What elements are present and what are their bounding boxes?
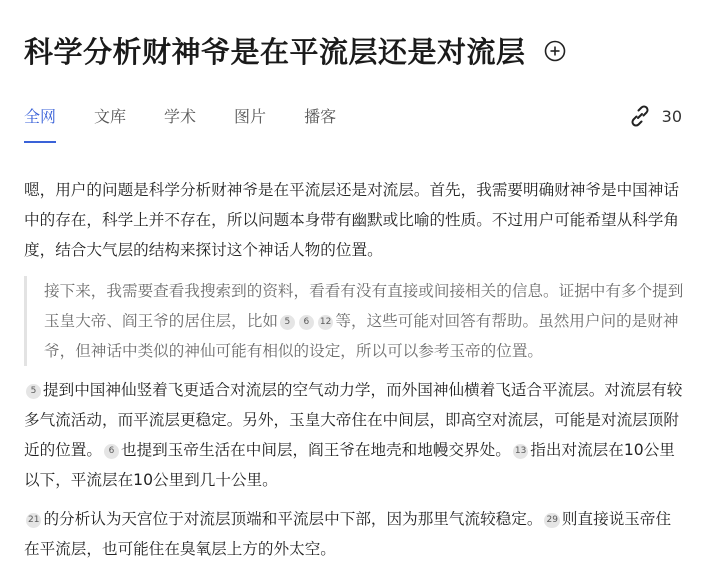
plus-circle-icon xyxy=(544,40,566,62)
citation-badge[interactable]: 6 xyxy=(104,444,119,459)
citation-badge[interactable]: 5 xyxy=(26,384,41,399)
citation-badge[interactable]: 13 xyxy=(513,444,528,459)
body-paragraph-2 xyxy=(24,375,684,495)
paragraph-text: 指出对流层在10公里以下，平流层在10公里到几十公里。 xyxy=(24,441,675,489)
title-row xyxy=(24,30,566,71)
paragraph-text: 则直接说玉帝住在平流层，也可能住在臭氧层上方的外太空。 xyxy=(24,510,672,558)
intro-paragraph: 嗯，用户的问题是科学分析财神爷是在平流层还是对流层。首先，我需要明确财神爷是中国神话中的存在，科学上并不存在，所以问题本身带有幽默或比喻的性质。不过用户可能希望从科学角度，结合大气层的结构来探讨这个神话人物的位置。 xyxy=(24,181,679,259)
paragraph-text: 提到中国神仙竖着飞更适合对流层的空气动力学，而外国神仙横着飞适合平流层。对流层有较多气流活动，而平流层更稳定。另外，玉皇大帝住在中间层，即高空对流层，可能是对流层顶附近的位置。 xyxy=(24,381,683,459)
tab-podcast[interactable]: 播客 xyxy=(304,107,337,126)
thinking-quote xyxy=(24,276,684,366)
references-button[interactable] xyxy=(628,104,682,128)
add-button[interactable] xyxy=(544,40,566,62)
source-tabs xyxy=(24,104,374,139)
citation-badge[interactable]: 29 xyxy=(544,513,559,528)
citation-badge[interactable]: 21 xyxy=(26,513,41,528)
page-title: 科学分析财神爷是在平流层还是对流层 xyxy=(24,35,526,69)
tab-library[interactable]: 文库 xyxy=(94,107,127,126)
tab-academic[interactable]: 学术 xyxy=(164,107,197,126)
paragraph-text: 的分析认为天宫位于对流层顶端和平流层中下部，因为那里气流较稳定。 xyxy=(43,510,543,528)
body-paragraph-3 xyxy=(24,504,684,564)
quote-text-2: 等，这些可能对回答有帮助。虽然用户问的是财神爷，但神话中类似的神仙可能有相似的设定，所以可以参考玉帝的位置。 xyxy=(44,312,679,360)
citation-badge[interactable]: 5 xyxy=(280,315,295,330)
link-icon xyxy=(628,104,652,128)
quote-text-1: 接下来，我需要查看我搜索到的资料，看看有没有直接或间接相关的信息。证据中有多个提到玉皇大帝、阎王爷的居住层，比如 xyxy=(44,282,684,330)
paragraph-text: 也提到玉帝生活在中间层，阎王爷在地壳和地幔交界处。 xyxy=(120,441,511,459)
tab-images[interactable]: 图片 xyxy=(234,107,267,126)
citation-badge[interactable]: 12 xyxy=(318,315,333,330)
citation-badge[interactable]: 6 xyxy=(299,315,314,330)
reference-count: 30 xyxy=(661,106,682,126)
tab-all-web[interactable]: 全网 xyxy=(24,104,56,139)
